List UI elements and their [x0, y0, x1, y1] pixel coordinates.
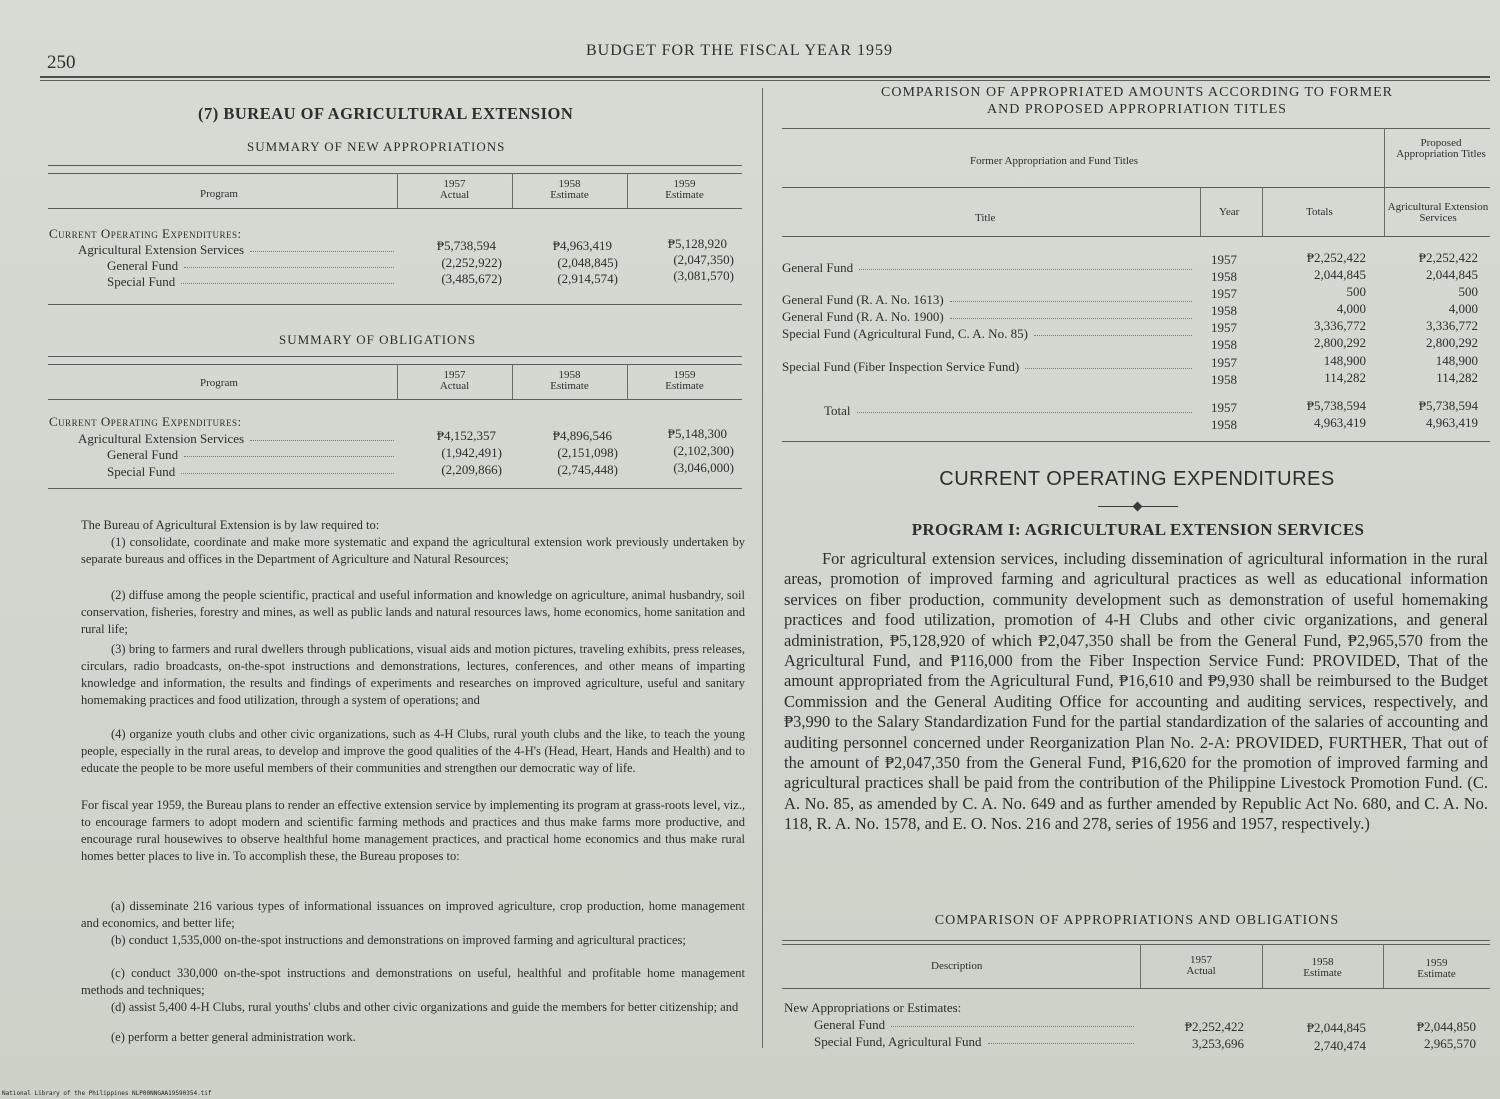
value-cell: 4,000	[1336, 301, 1366, 316]
former-header: Former Appropriation and Fund Titles	[970, 155, 1139, 167]
paragraph: (2) diffuse among the people scientific, practical and useful information and knowledge on agriculture, animal husbandry, soil conservation, fisheries, forestry and mines, as well as public lands and natural resources laws, home economics, home sanitation and rural life;	[81, 588, 745, 636]
value-cell: 500	[1458, 284, 1478, 299]
table-col-rule	[1384, 128, 1385, 236]
col-agricultural-extension: Agricultural Extension Services	[1387, 201, 1489, 224]
table-row: General Fund	[107, 447, 398, 463]
value-cell: ₱2,044,850	[1416, 1019, 1476, 1034]
value-cell: ₱5,738,594	[436, 238, 496, 253]
section-label: Current Operating Expenditures:	[49, 226, 242, 241]
value-cell: ₱4,152,357	[436, 428, 496, 443]
value-cell: 500	[1346, 284, 1366, 299]
section-label: New Appropriations or Estimates:	[784, 1000, 962, 1015]
paragraph: (d) assist 5,400 4-H Clubs, rural youths' clubs and other civic organizations and guide the members for better citizenship; and	[111, 1000, 739, 1014]
paragraph: (a) disseminate 216 various types of informational issuances on improved agriculture, crop production, home management and economics, and better life;	[81, 899, 745, 930]
table-rule	[782, 187, 1490, 188]
table-rule	[782, 236, 1490, 237]
value-cell: 2,044,845	[1426, 267, 1478, 282]
column-divider	[762, 88, 763, 1048]
value-cell: 4,000	[1448, 301, 1478, 316]
table-row: General Fund (R. A. No. 1613)	[782, 292, 1198, 308]
value-cell: ₱4,896,546	[552, 428, 612, 443]
col-1957-actual: 1957 Actual	[439, 369, 470, 392]
value-cell: ₱5,148,300	[667, 426, 727, 441]
year-cell: 1957	[1211, 252, 1237, 267]
table-col-rule	[1200, 187, 1201, 236]
year-cell: 1958	[1211, 372, 1237, 387]
table-rule	[782, 940, 1490, 941]
value-cell: (3,046,000)	[673, 460, 734, 475]
col-1959-estimate: 1959 Estimate	[1417, 957, 1456, 980]
col-1959-estimate: 1959 Estimate	[665, 369, 704, 392]
value-cell: (2,209,866)	[441, 462, 502, 477]
value-cell: ₱5,128,920	[667, 236, 727, 251]
paragraph: (4) organize youth clubs and other civic organizations, such as 4-H Clubs, rural youth clubs and the like, to teach the young people, especially in the rural areas, to develop and improve the good qualities of the 4-H's (Head, Heart, Hands and Health) and to educate the people to be more useful members of their communities and strengthen our democratic way of life.	[81, 727, 745, 775]
col-1958-estimate: 1958 Estimate	[1303, 956, 1342, 979]
value-cell: 4,963,419	[1426, 415, 1478, 430]
col-description: Description	[931, 960, 983, 972]
value-cell: (2,047,350)	[673, 252, 734, 267]
value-cell: (2,914,574)	[557, 271, 618, 286]
col-1958-estimate: 1958 Estimate	[550, 369, 589, 392]
value-cell: 114,282	[1436, 370, 1478, 385]
section-label: Current Operating Expenditures:	[49, 414, 242, 429]
year-cell: 1957	[1211, 286, 1237, 301]
table-rule	[48, 165, 742, 166]
paragraph: (c) conduct 330,000 on-the-spot instructions and demonstrations on useful, healthful and profitable home management methods and techniques;	[81, 966, 745, 997]
table-rule	[782, 441, 1490, 442]
table-row: Special Fund (Agricultural Fund, C. A. No. 85)	[782, 326, 1198, 342]
col-totals: Totals	[1306, 206, 1333, 218]
value-cell: ₱2,044,845	[1306, 1020, 1366, 1035]
table-row: General Fund	[782, 260, 1198, 276]
table-row: Special Fund	[107, 274, 398, 290]
year-cell: 1958	[1211, 417, 1237, 432]
table-row: Agricultural Extension Services	[78, 242, 398, 258]
bureau-title: (7) BUREAU OF AGRICULTURAL EXTENSION	[198, 104, 574, 123]
table-col-rule	[1262, 187, 1263, 236]
value-cell: 148,900	[1323, 353, 1366, 368]
table-row: Special Fund (Fiber Inspection Service Fund)	[782, 359, 1198, 375]
table-row: General Fund (R. A. No. 1900)	[782, 309, 1198, 325]
proposed-header: Proposed Appropriation Titles	[1396, 137, 1486, 160]
col-program: Program	[200, 377, 238, 389]
paragraph: The Bureau of Agricultural Extension is by law required to:	[81, 518, 380, 532]
value-cell: (2,745,448)	[557, 462, 618, 477]
coe-heading: CURRENT OPERATING EXPENDITURES	[939, 468, 1335, 490]
value-cell: 2,965,570	[1424, 1036, 1476, 1051]
value-cell: (3,081,570)	[673, 268, 734, 283]
col-title: Title	[975, 212, 996, 224]
value-cell: ₱5,738,594	[1418, 398, 1478, 413]
summary-obligations-title: SUMMARY OF OBLIGATIONS	[279, 332, 477, 347]
table-rule	[48, 356, 742, 357]
value-cell: 3,336,772	[1426, 318, 1478, 333]
value-cell: (2,151,098)	[557, 445, 618, 460]
page-number: 250	[47, 52, 76, 73]
table-row: General Fund	[107, 258, 398, 274]
value-cell: ₱2,252,422	[1184, 1019, 1244, 1034]
table-rule	[48, 399, 742, 400]
value-cell: 114,282	[1324, 370, 1366, 385]
table-row: Special Fund	[107, 464, 398, 480]
table-row: Agricultural Extension Services	[78, 431, 398, 447]
year-cell: 1957	[1211, 355, 1237, 370]
table-row: Special Fund, Agricultural Fund	[814, 1034, 1140, 1050]
year-cell: 1958	[1211, 337, 1237, 352]
value-cell: ₱5,738,594	[1306, 398, 1366, 413]
table-rule	[48, 173, 742, 174]
value-cell: (1,942,491)	[441, 445, 502, 460]
col-1958-estimate: 1958 Estimate	[550, 178, 589, 201]
scan-footer: National Library of the Philippines NLP00NNGAA19590354.tif	[2, 1090, 212, 1097]
table-rule	[48, 364, 742, 365]
value-cell: 4,963,419	[1314, 415, 1366, 430]
paragraph: (1) consolidate, coordinate and make more systematic and expand the agricultural extension work previously undertaken by separate bureaus and offices in the Department of Agriculture and Natural Resources;	[81, 535, 745, 566]
summary-appropriations-title: SUMMARY OF NEW APPROPRIATIONS	[247, 139, 506, 154]
program-heading: PROGRAM I: AGRICULTURAL EXTENSION SERVICES	[911, 520, 1365, 539]
program-text: For agricultural extension services, including dissemination of agricultural information in the rural areas, promotion of improved farming and agricultural practices as well as educational information services on fiber production, community development such as demonstration of useful homemaking practices and food utilization, promotion of 4-H Clubs and other civic organizations, and general administration, ₱5,128,920 of which ₱2,047,350 shall be from the General Fund, ₱2,965,570 from the Agricultural Fund, and ₱116,000 from the Fiber Inspection Service Fund: PROVIDED, That of the amount appropriated from the Agricultural Fund, ₱16,610 and ₱9,930 shall be reimbursed to the Budget Commission and the General Auditing Office for accounting and auditing services, respectively, and ₱3,990 to the Salary Standardization Fund for the partial standardization of the salaries of accounting and auditing personnel concerned under Reorganization Plan No. 2-A: PROVIDED, FURTHER, That out of the amount of ₱2,047,350 from the General Fund, ₱16,620 for the promotion of improved farming and agricultural practices shall be paid from the contribution of the Philippine Livestock Promotion Fund. (C. A. No. 85, as amended by C. A. No. 649 and as further amended by Republic Act No. 680, and C. A. No. 118, R. A. No. 1578, and E. O. Nos. 216 and 278, series of 1956 and 1957, respectively.)	[784, 549, 1488, 834]
value-cell: 148,900	[1435, 353, 1478, 368]
table-rule	[48, 488, 742, 489]
table-row-total: Total	[824, 403, 1198, 419]
value-cell: 3,336,772	[1314, 318, 1366, 333]
running-title: BUDGET FOR THE FISCAL YEAR 1959	[586, 42, 894, 59]
value-cell: (3,485,672)	[441, 271, 502, 286]
ornament-diamond-icon	[1133, 502, 1143, 512]
coa-title: COMPARISON OF APPROPRIATIONS AND OBLIGATIONS	[934, 913, 1340, 928]
value-cell: 2,800,292	[1314, 335, 1366, 350]
year-cell: 1957	[1211, 400, 1237, 415]
year-cell: 1957	[1211, 320, 1237, 335]
col-1959-estimate: 1959 Estimate	[665, 178, 704, 201]
col-program: Program	[200, 188, 238, 200]
table-rule	[782, 988, 1490, 989]
value-cell: (2,252,922)	[441, 255, 502, 270]
year-cell: 1958	[1211, 303, 1237, 318]
value-cell: 2,044,845	[1314, 267, 1366, 282]
paragraph: For fiscal year 1959, the Bureau plans to render an effective extension service by implementing its program at grass-roots level, viz., to encourage farmers to adopt modern and scientific farming methods and practices and thus make farms more productive, and encourage rural housewives to observe healthful home management practices, and practical home economics and thus make rural homes better places to live in. To accomplish these, the Bureau proposes to:	[81, 798, 745, 863]
value-cell: ₱2,252,422	[1418, 250, 1478, 265]
value-cell: 2,800,292	[1426, 335, 1478, 350]
value-cell: ₱2,252,422	[1306, 250, 1366, 265]
table-rule	[48, 304, 742, 305]
value-cell: (2,048,845)	[557, 255, 618, 270]
paragraph: (e) perform a better general administration work.	[111, 1030, 356, 1044]
paragraph: (b) conduct 1,535,000 on-the-spot instructions and demonstrations on improved farming and agricultural practices;	[111, 933, 686, 947]
header-rule-thin	[40, 80, 1490, 81]
value-cell: 2,740,474	[1314, 1038, 1366, 1053]
table-row: General Fund	[814, 1017, 1140, 1033]
header-rule	[40, 76, 1490, 78]
value-cell: ₱4,963,419	[552, 238, 612, 253]
value-cell: (2,102,300)	[673, 443, 734, 458]
value-cell: 3,253,696	[1192, 1036, 1244, 1051]
col-1957-actual: 1957 Actual	[1186, 954, 1216, 977]
paragraph: (3) bring to farmers and rural dwellers through publications, visual aids and motion pictures, traveling exhibits, press releases, circulars, radio broadcasts, on-the-spot instructions and demonstrations, lectures, conferences, and other means of imparting knowledge and information, the results and findings of experiments and researches on improved agriculture, useful and sanitary homemaking practices and food utilization, through a system of operations; and	[81, 642, 745, 707]
table-rule	[48, 208, 742, 209]
col-year: Year	[1219, 206, 1240, 218]
col-1957-actual: 1957 Actual	[439, 178, 470, 201]
year-cell: 1958	[1211, 269, 1237, 284]
comparison-title: COMPARISON OF APPROPRIATED AMOUNTS ACCORDING TO FORMER AND PROPOSED APPROPRIATION TITLES	[881, 85, 1393, 117]
